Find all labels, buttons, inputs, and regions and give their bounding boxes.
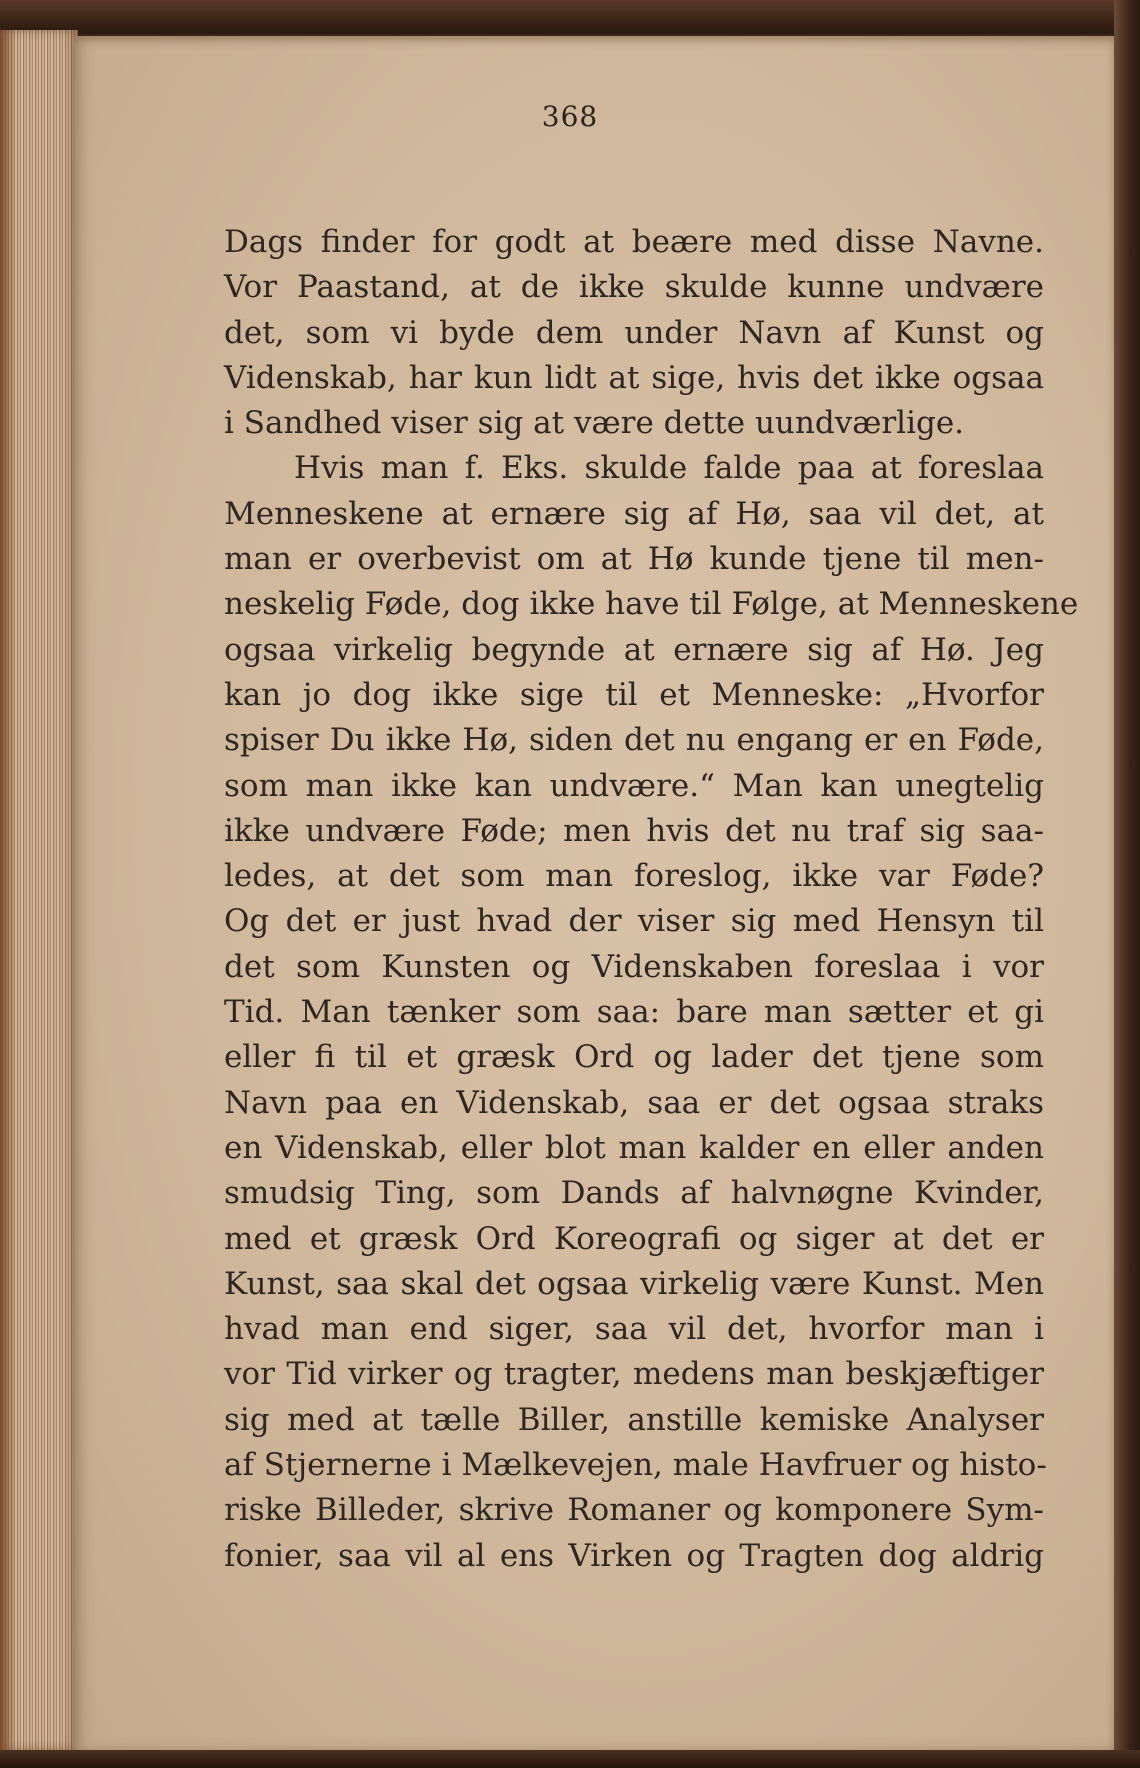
text-line: spiser Du ikke Hø, siden det nu engang er en Føde, xyxy=(224,722,1044,759)
text-line: Videnskab, har kun lidt at sige, hvis det ikke ogsaa xyxy=(224,359,1044,396)
binding-top-edge xyxy=(0,0,1140,34)
text-line: i Sandhed viser sig at være dette uundværlige. xyxy=(224,405,965,442)
text-line: det, som vi byde dem under Navn af Kunst og xyxy=(224,314,1044,351)
text-line: ogsaa virkelig begynde at ernære sig af Hø. Jeg xyxy=(224,631,1044,668)
text-line: fonier, saa vil al ens Virken og Tragten dog aldrig xyxy=(224,1537,1044,1574)
text-line: kan jo dog ikke sige til et Menneske: „Hvorfor xyxy=(224,676,1044,713)
text-line: det som Kunsten og Videnskaben foreslaa i vor xyxy=(224,948,1044,985)
page-stack-shadow xyxy=(0,30,16,1750)
text-line: en Videnskab, eller blot man kalder en eller anden xyxy=(224,1129,1044,1166)
text-line: smudsig Ting, som Dands af halvnøgne Kvinder, xyxy=(224,1175,1044,1212)
binding-right-edge xyxy=(1114,0,1140,1768)
text-line: ledes, at det som man foreslog, ikke var Føde? xyxy=(224,858,1044,895)
text-line: ikke undvære Føde; men hvis det nu traf sig saa- xyxy=(224,812,1044,849)
binding-bottom-edge xyxy=(0,1750,1140,1768)
text-line: eller fi til et græsk Ord og lader det tjene som xyxy=(224,1039,1044,1076)
text-line: med et græsk Ord Koreografi og siger at det er xyxy=(224,1220,1044,1257)
text-line: Menneskene at ernære sig af Hø, saa vil det, at xyxy=(224,495,1044,532)
body-text xyxy=(224,220,1079,1579)
text-line: hvad man end siger, saa vil det, hvorfor man i xyxy=(224,1311,1044,1348)
text-line: af Stjernerne i Mælkevejen, male Havfruer og histo- xyxy=(224,1447,1047,1484)
text-line: Dags finder for godt at beære med disse Navne. xyxy=(224,224,1044,260)
text-line: vor Tid virker og tragter, medens man beskjæftiger xyxy=(224,1356,1044,1393)
text-line: Navn paa en Videnskab, saa er det ogsaa straks xyxy=(224,1084,1044,1121)
text-line: Kunst, saa skal det ogsaa virkelig være Kunst. Men xyxy=(224,1265,1044,1302)
text-line: riske Billeder, skrive Romaner og komponere Sym- xyxy=(224,1492,1044,1529)
text-line: neskelig Føde, dog ikke have til Følge, at Menneskene xyxy=(224,586,1079,623)
text-line: som man ikke kan undvære.“ Man kan unegtelig xyxy=(224,767,1044,804)
text-line: sig med at tælle Biller, anstille kemiske Analyser xyxy=(224,1401,1044,1438)
paragraph-start-line: Hvis man f. Eks. skulde falde paa at foreslaa xyxy=(294,450,1044,487)
text-line: man er overbevist om at Hø kunde tjene til men- xyxy=(224,541,1044,578)
text-line: Vor Paastand, at de ikke skulde kunne undvære xyxy=(224,269,1044,306)
text-line: Og det er just hvad der viser sig med Hensyn til xyxy=(224,903,1044,940)
page-number: 368 xyxy=(541,100,599,133)
text-line: Tid. Man tænker som saa: bare man sætter et gi xyxy=(224,994,1044,1031)
